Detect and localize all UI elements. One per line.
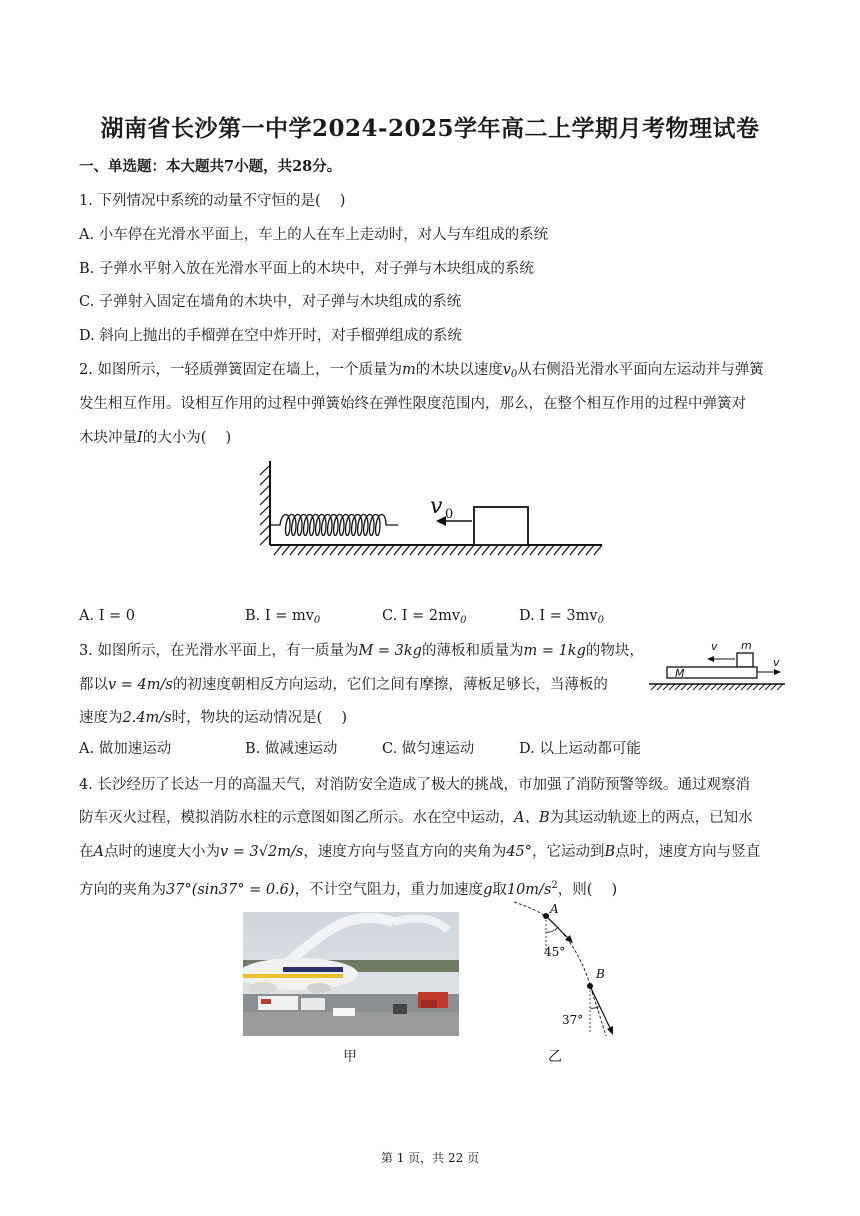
q1-option-b: B. 子弹水平射入放在光滑水平面上的木块中，对子弹与木块组成的系统 <box>79 261 534 277</box>
point-b-label: B <box>596 967 605 981</box>
page-footer: 第 1 页，共 22 页 <box>380 1151 480 1165</box>
figure-caption-jia: 甲 <box>343 1049 357 1065</box>
q3-stem-line2: 都以v = 4m/s的初速度朝相反方向运动，它们之间有摩擦，薄板足够长，当薄板的 <box>79 677 608 693</box>
q4-stem-line3: 在A点时的速度大小为v = 3√2m/s，速度方向与竖直方向的夹角为45°，它运动到B点时，速度方向与竖直 <box>79 844 761 860</box>
q2-option-a: A. I = 0 <box>79 608 136 624</box>
angle-37-label: 37° <box>562 1013 584 1027</box>
q1-option-c: C. 子弹射入固定在墙角的木块中，对子弹与木块组成的系统 <box>79 294 462 310</box>
plate-velocity-label: v <box>773 656 780 669</box>
q3-stem-line3: 速度为2.4m/s时，物块的运动情况是( ) <box>79 710 348 726</box>
trajectory-diagram <box>510 896 630 1046</box>
q3-option-a: A. 做加速运动 <box>79 741 172 757</box>
fire-truck-photo <box>243 912 459 1036</box>
point-a-label: A <box>550 902 559 916</box>
plate-block-figure <box>645 636 785 692</box>
angle-45-label: 45° <box>544 945 566 959</box>
q1-stem: 1. 下列情况中系统的动量不守恒的是( ) <box>79 193 346 209</box>
q4-stem-line2: 防车灭火过程，模拟消防水柱的示意图如图乙所示。水在空中运动，A、B为其运动轨迹上的两点，已知水 <box>79 810 753 826</box>
q3-option-c: C. 做匀速运动 <box>382 741 475 757</box>
q2-option-c: C. $I = 2mv_0$ <box>382 608 467 626</box>
q2-option-d: D. $I = 3mv_0$ <box>519 608 604 626</box>
q3-stem-line1: 3. 如图所示，在光滑水平面上，有一质量为M = 3kg的薄板和质量为m = 1kg的物块， <box>79 643 644 659</box>
q2-stem-line3: 木块冲量I的大小为( ) <box>79 430 232 446</box>
velocity-label: v <box>430 494 443 519</box>
q4-stem-line4: 方向的夹角为37°(sin37° = 0.6)，不计空气阻力，重力加速度g取$10m/s^2$，则( ) <box>79 880 618 898</box>
section-heading: 一、单选题：本大题共7小题，共28分。 <box>79 158 342 175</box>
q3-option-d: D. 以上运动都可能 <box>519 741 641 757</box>
plate-label: M <box>675 667 685 680</box>
q4-stem-line1: 4. 长沙经历了长达一月的高温天气，对消防安全造成了极大的挑战，市加强了消防预警等级。通过观察消 <box>79 777 750 793</box>
block-velocity-label: v <box>711 640 718 653</box>
spring <box>270 515 398 536</box>
q1-option-d: D. 斜向上抛出的手榴弹在空中炸开时，对手榴弹组成的系统 <box>79 328 462 344</box>
q3-option-b: B. 做减速运动 <box>245 741 338 757</box>
page-title: 湖南省长沙第一中学2024-2025学年高二上学期月考物理试卷 <box>100 115 760 142</box>
velocity-subscript: 0 <box>445 507 454 522</box>
block <box>474 507 528 545</box>
q1-option-a: A. 小车停在光滑水平面上，车上的人在车上走动时，对人与车组成的系统 <box>79 227 549 243</box>
figure-caption-yi: 乙 <box>548 1049 562 1065</box>
q2-option-b: B. $I = mv_0$ <box>245 608 321 626</box>
q2-stem-line2: 发生相互作用。设相互作用的过程中弹簧始终在弹性限度范围内，那么，在整个相互作用的过程中弹簧对 <box>79 396 746 412</box>
small-block-label: m <box>741 639 752 652</box>
q2-stem-line1: 2. 如图所示，一轻质弹簧固定在墙上，一个质量为m的木块以速度$v_0$从右侧沿光滑水平面向左运动并与弹簧 <box>79 362 764 380</box>
spring-block-figure <box>250 455 610 565</box>
